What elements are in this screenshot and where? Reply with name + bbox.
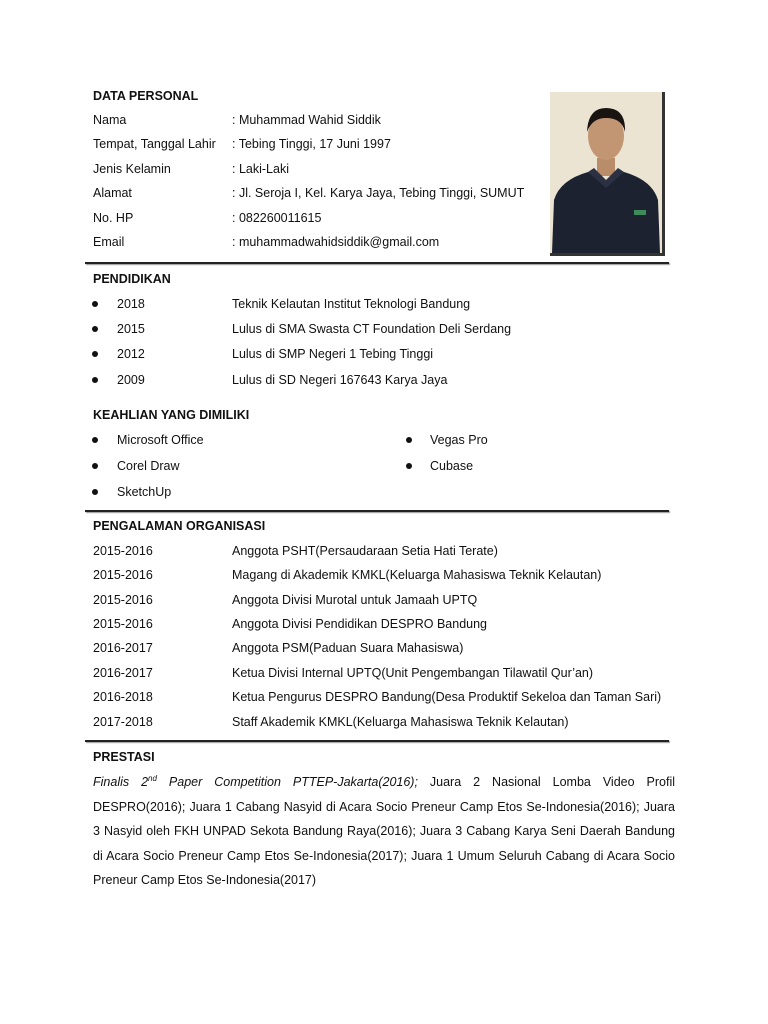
section-heading-education: PENDIDIKAN [93, 272, 171, 286]
org-period: 2016-2017 [93, 641, 153, 655]
personal-value-name: : Muhammad Wahid Siddik [232, 113, 381, 127]
profile-photo [550, 92, 665, 256]
education-year: 2018 [117, 297, 145, 311]
section-heading-skills: KEAHLIAN YANG DIMILIKI [93, 408, 250, 422]
org-desc: Anggota PSHT(Persaudaraan Setia Hati Terate) [232, 544, 498, 558]
achievement-italic-2: Paper Competition PTTEP-Jakarta(2016); [156, 775, 418, 789]
org-desc: Magang di Akademik KMKL(Keluarga Mahasiswa Teknik Kelautan) [232, 568, 602, 582]
org-desc: Ketua Divisi Internal UPTQ(Unit Pengembangan Tilawatil Qur’an) [232, 666, 594, 680]
person-silhouette-icon [550, 92, 662, 253]
achievements-paragraph [93, 770, 675, 893]
bullet-icon [92, 301, 98, 307]
divider [85, 740, 669, 742]
education-year: 2015 [117, 322, 145, 336]
personal-value-birth: : Tebing Tinggi, 17 Juni 1997 [232, 137, 391, 151]
org-period: 2015-2016 [93, 544, 153, 558]
personal-value-address: : Jl. Seroja I, Kel. Karya Jaya, Tebing Tinggi, SUMUT [232, 186, 525, 200]
bullet-icon [92, 489, 98, 495]
bullet-icon [92, 351, 98, 357]
divider [85, 510, 669, 512]
org-period: 2016-2017 [93, 666, 153, 680]
education-year: 2012 [117, 347, 145, 361]
bullet-icon [406, 463, 412, 469]
bullet-icon [92, 463, 98, 469]
org-desc: Anggota PSM(Paduan Suara Mahasiswa) [232, 641, 464, 655]
section-heading-organization: PENGALAMAN ORGANISASI [93, 519, 266, 533]
section-heading-achievements: PRESTASI [93, 750, 155, 764]
personal-label-email: Email [93, 235, 125, 249]
personal-label-gender: Jenis Kelamin [93, 162, 171, 176]
personal-value-gender: : Laki-Laki [232, 162, 289, 176]
divider [85, 262, 669, 264]
bullet-icon [92, 326, 98, 332]
org-desc: Staff Akademik KMKL(Keluarga Mahasiswa Teknik Kelautan) [232, 715, 569, 729]
achievement-text: Juara 2 Nasional Lomba Video Profil DESPRO(2016); Juara 1 Cabang Nasyid di Acara Socio Preneur Camp Etos Se-Indonesia(2016); Juara 3 Nasyid oleh FKH UNPAD Sekota Bandung Raya(2016); Juara 3 Cabang Karya Seni Daerah Bandung di Acara Socio Preneur Camp Etos Se-Indonesia(2017); Juara 1 Umum Seluruh Cabang di Acara Socio Preneur Camp Etos Se-Indonesia(2017) [93, 775, 676, 888]
bullet-icon [92, 437, 98, 443]
personal-label-address: Alamat [93, 186, 132, 200]
personal-label-name: Nama [93, 113, 127, 127]
section-heading-personal: DATA PERSONAL [93, 89, 199, 103]
org-desc: Anggota Divisi Murotal untuk Jamaah UPTQ [232, 593, 478, 607]
org-period: 2015-2016 [93, 568, 153, 582]
org-desc: Ketua Pengurus DESPRO Bandung(Desa Produktif Sekeloa dan Taman Sari) [232, 690, 662, 704]
personal-value-email: : muhammadwahidsiddik@gmail.com [232, 235, 440, 249]
personal-label-phone: No. HP [93, 211, 134, 225]
org-period: 2015-2016 [93, 617, 153, 631]
personal-value-phone: : 082260011615 [232, 211, 322, 225]
personal-label-birth: Tempat, Tanggal Lahir [93, 137, 216, 151]
skill-item: Vegas Pro [430, 433, 488, 447]
achievement-italic-1: Finalis 2 [93, 775, 149, 789]
skill-item: Corel Draw [117, 459, 180, 473]
org-period: 2015-2016 [93, 593, 153, 607]
skill-item: SketchUp [117, 485, 172, 499]
education-year: 2009 [117, 373, 145, 387]
education-desc: Teknik Kelautan Institut Teknologi Bandung [232, 297, 471, 311]
education-desc: Lulus di SMP Negeri 1 Tebing Tinggi [232, 347, 434, 361]
org-period: 2017-2018 [93, 715, 153, 729]
bullet-icon [406, 437, 412, 443]
org-desc: Anggota Divisi Pendidikan DESPRO Bandung [232, 617, 488, 631]
bullet-icon [92, 377, 98, 383]
skill-item: Cubase [430, 459, 474, 473]
education-desc: Lulus di SMA Swasta CT Foundation Deli Serdang [232, 322, 512, 336]
education-desc: Lulus di SD Negeri 167643 Karya Jaya [232, 373, 448, 387]
skill-item: Microsoft Office [117, 433, 204, 447]
org-period: 2016-2018 [93, 690, 153, 704]
achievement-superscript: nd [148, 773, 157, 783]
